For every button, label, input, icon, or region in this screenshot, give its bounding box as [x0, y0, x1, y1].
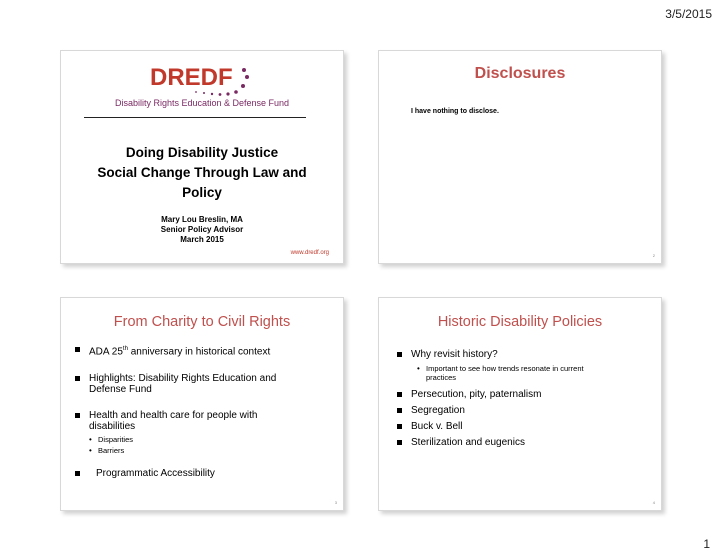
square-bullet-icon: [397, 424, 402, 429]
bullet-item: Segregation: [397, 405, 465, 416]
square-bullet-icon: [397, 352, 402, 357]
square-bullet-icon: [397, 408, 402, 413]
presentation-title: [61, 143, 343, 203]
square-bullet-icon: [397, 392, 402, 397]
square-bullet-icon: [75, 376, 80, 381]
bullet-item: Sterilization and eugenics: [397, 437, 525, 448]
sub-bullet-item: • Important to see how trends resonate in current practices: [417, 364, 584, 382]
square-bullet-icon: [397, 440, 402, 445]
slide-4-historic-policies[interactable]: [378, 297, 662, 511]
bullet-item: Why revisit history?: [397, 349, 498, 360]
dredf-logo: [61, 61, 343, 108]
bullet-item: Health and health care for people with disabilities: [75, 410, 257, 432]
title-line-3: Policy: [182, 185, 222, 200]
slide-number: 4: [652, 500, 655, 505]
slide-title: Historic Disability Policies: [437, 314, 603, 330]
dredf-logo-mark: [146, 61, 258, 97]
bullet-item: Buck v. Bell: [397, 421, 463, 432]
author-block: [61, 215, 343, 245]
square-bullet-icon: [75, 347, 80, 352]
dot-bullet-icon: •: [89, 435, 92, 444]
square-bullet-icon: [75, 471, 80, 476]
disclosure-text: I have nothing to disclose.: [411, 108, 499, 115]
dot-bullet-icon: •: [89, 446, 92, 455]
author-name: Mary Lou Breslin, MA: [161, 215, 243, 224]
header-date: 3/5/2015: [665, 7, 712, 21]
sub-bullet-item: • Disparities: [89, 435, 134, 444]
square-bullet-icon: [75, 413, 80, 418]
sub-bullet-item: • Barriers: [89, 446, 125, 455]
slide-1-title[interactable]: [60, 50, 344, 264]
page-number: 1: [703, 537, 710, 551]
slide-number: 3: [334, 500, 337, 505]
website-link[interactable]: www.dredf.org: [290, 250, 329, 256]
logo-wordmark: DREDF: [150, 64, 233, 91]
author-role: Senior Policy Advisor: [160, 225, 244, 234]
slide-title: Disclosures: [474, 65, 566, 82]
logo-subtitle: Disability Rights Education & Defense Fund: [114, 98, 290, 108]
presentation-date: March 2015: [180, 235, 224, 244]
bullet-item: Highlights: Disability Rights Education and Defense Fund: [75, 373, 276, 395]
slide-number: 2: [652, 253, 655, 258]
title-line-2: Social Change Through Law and: [97, 165, 307, 180]
dot-bullet-icon: •: [417, 364, 420, 373]
title-line-1: Doing Disability Justice: [125, 145, 279, 160]
divider-rule: [84, 117, 306, 118]
bullet-item: ADA 25th anniversary in historical context: [75, 344, 270, 357]
slide-title: From Charity to Civil Rights: [113, 314, 291, 330]
bullet-item: Programmatic Accessibility: [75, 468, 215, 479]
slide-3-charity-to-civil-rights[interactable]: [60, 297, 344, 511]
bullet-item: Persecution, pity, paternalism: [397, 389, 541, 400]
slide-2-disclosures[interactable]: [378, 50, 662, 264]
